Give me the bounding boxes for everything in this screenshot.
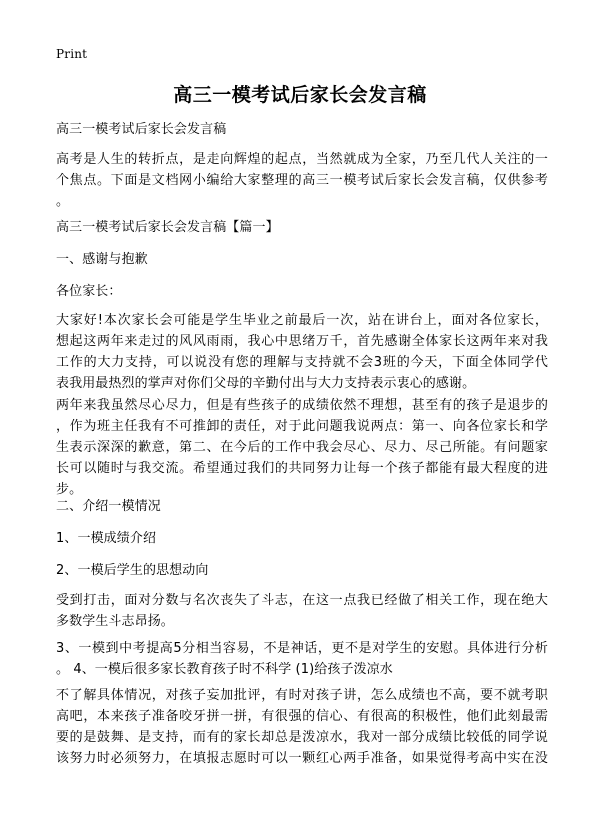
page-title: 高三一模考试后家长会发言稿	[173, 84, 427, 106]
paragraph-line: 受到打击，面对分数与名次丧失了斗志，在这一点我已经做了相关工作，现在绝大	[56, 593, 548, 608]
paragraph-line: 两年来我虽然尽心尽力，但是有些孩子的成绩依然不理想，甚至有的孩子是退步的	[56, 398, 548, 413]
paragraph-line: 大家好!本次家长会可能是学生毕业之前最后一次，站在讲台上，面对各位家长，	[56, 313, 548, 328]
paragraph-parenting	[56, 685, 548, 769]
doc-subtitle: 高三一模考试后家长会发言稿	[56, 122, 227, 137]
paragraph-line: 生表示深深的歉意，第二、在今后的工作中我会尽心、尽力、尽己所能。有问题家	[56, 440, 548, 455]
paragraph-line: ，作为班主任我有不可推卸的责任，对于此问题我说两点：第一、向各位家长和学	[56, 419, 548, 434]
paragraph-morale	[56, 590, 548, 632]
paragraph-line: 表我用最热烈的掌声对你们父母的辛勤付出与大力支持表示衷心的感谢。	[56, 376, 476, 391]
section-heading-part1: 高三一模考试后家长会发言稿【篇一】	[56, 220, 279, 235]
intro-line: 。	[56, 194, 70, 209]
paragraph-line: 要的是鼓舞、是支持，而有的家长却总是泼凉水，我对一部分成绩比较低的同学说	[56, 730, 548, 745]
greeting: 各位家长：	[56, 284, 122, 299]
paragraph-analysis	[56, 638, 548, 680]
paragraph-line: 高吧，本来孩子准备咬牙拼一拼，有很强的信心、有很高的积极性，他们此刻最需	[56, 709, 548, 724]
paragraph-line: 想起这两年来走过的风风雨雨，我心中思绪万千，首先感谢全体家长这两年来对我	[56, 334, 548, 349]
paragraph-line: 该努力时必须努力，在填报志愿时可以一颗红心两手准备，如果觉得考高中实在没	[56, 751, 548, 766]
paragraph-line: 。 4、一模后很多家长教育孩子时不科学 (1)给孩子泼凉水	[56, 662, 393, 677]
print-link[interactable]: Print	[56, 47, 88, 61]
heading-exam-overview: 二、介绍一模情况	[56, 499, 161, 514]
paragraph-line: 步。	[56, 482, 83, 497]
intro-paragraph	[56, 149, 548, 212]
heading-gratitude: 一、感谢与抱歉	[56, 252, 148, 267]
paragraph-apology	[56, 395, 548, 500]
list-item-scores: 1、一模成绩介绍	[56, 531, 157, 546]
paragraph-line: 不了解具体情况，对孩子妄加批评，有时对孩子讲，怎么成绩也不高，要不就考职	[56, 688, 548, 703]
list-item-mindset: 2、一模后学生的思想动向	[56, 563, 209, 578]
intro-line: 高考是人生的转折点，是走向辉煌的起点，当然就成为全家，乃至几代人关注的一	[56, 152, 548, 167]
paragraph-line: 3、一模到中考提高5分相当容易，不是神话，更不是对学生的安慰。具体进行分析	[56, 641, 548, 656]
paragraph-line: 多数学生斗志昂扬。	[56, 614, 174, 629]
intro-line: 个焦点。下面是文档网小编给大家整理的高三一模考试后家长会发言稿，仅供参考	[56, 173, 548, 188]
paragraph-line: 长可以随时与我交流。希望通过我们的共同努力让每一个孩子都能有最大程度的进	[56, 461, 548, 476]
paragraph-line: 工作的大力支持，可以说没有您的理解与支持就不会3班的今天，下面全体同学代	[56, 355, 548, 370]
paragraph-thanks	[56, 310, 548, 394]
